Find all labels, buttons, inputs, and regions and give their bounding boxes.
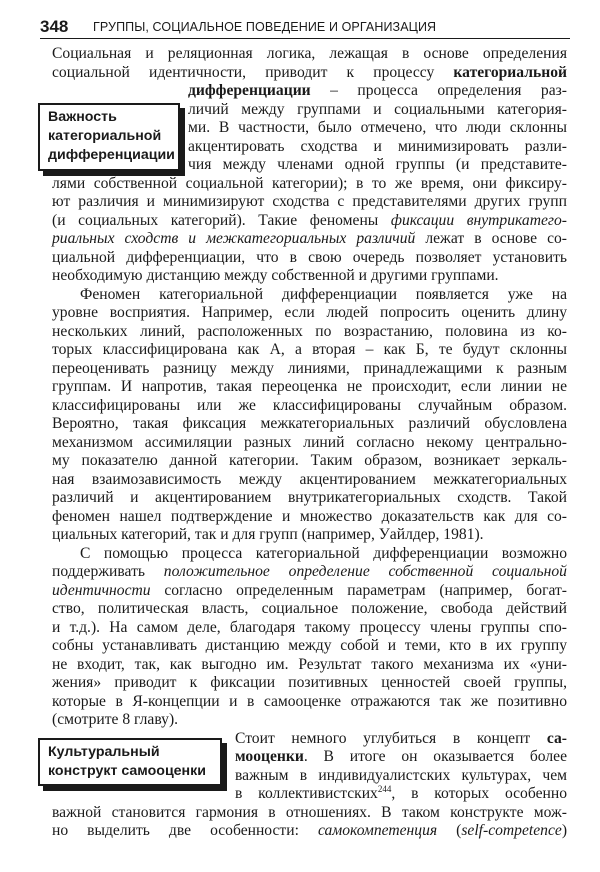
text-line: собны устанавливать дистанцию между собой и теми, кто в их группу — [52, 637, 567, 654]
text-line: необходимую дистанцию между собственной и другими группами. — [52, 267, 499, 284]
text-line: поддерживать положительное определение собственной социальной — [52, 563, 567, 580]
text-line: классифицированы или же классифицированы случайным образом. — [52, 397, 567, 414]
text-line: му показателю данной категории. Таким образом, возникает зеркаль- — [52, 452, 567, 469]
text-line: дифференциации – процесса определения раз- — [188, 82, 567, 99]
text-line: чия между членами одной группы (и представите- — [188, 156, 567, 173]
text-line: которые в Я-концепции и в самооценке отражаются так же позитивно — [52, 693, 567, 710]
text-line: группам. И напротив, такая переоценка не происходит, если линии не — [52, 378, 567, 395]
text-line: социальной идентичности, приводит к процессу категориальной — [52, 64, 567, 81]
running-title: ГРУППЫ, СОЦИАЛЬНОЕ ПОВЕДЕНИЕ И ОРГАНИЗАЦИЯ — [93, 20, 437, 34]
text-line: важной становится гармония в отношениях. В таком конструкте мож- — [52, 804, 567, 821]
text-line: циальной дифференциации, что в свою очередь позволяет установить — [52, 249, 567, 266]
text-line: нескольких линий, расположенных по возрастанию, половина из ко- — [52, 323, 567, 340]
sidebar-box-line: дифференциации — [48, 147, 175, 163]
sidebar-box-line: категориальной — [48, 128, 162, 144]
text-line: переоценивать разницу между линиями, принадлежащими к разным — [52, 360, 567, 377]
sidebar-box-line: конструкт самооценки — [48, 763, 206, 779]
text-line: лями собственной социальной категории); в то же время, они фиксиру- — [52, 175, 567, 192]
text-line: и т.д.). На самом деле, благодаря такому процессу члены группы спо- — [52, 619, 567, 636]
text-line: Феномен категориальной дифференциации появляется уже на — [80, 286, 567, 303]
text-line: различий и акцентированием внутрикатегориальных сходств. Такой — [52, 489, 567, 506]
text-line: акцентировать сходства и минимизировать разли- — [188, 138, 567, 155]
text-line: ют различия и минимизируют сходства с представителями других групп — [52, 193, 567, 210]
text-line: Вероятно, такая фиксация межкатегориальных различий обусловлена — [52, 415, 567, 432]
page-number: 348 — [40, 17, 69, 36]
text-line: (смотрите 8 главу). — [52, 711, 179, 728]
sidebar-box-line: Культуральный — [48, 744, 160, 760]
text-line: жения» приводит к фиксации позитивных ценностей своей группы, — [52, 674, 567, 691]
page-header — [40, 14, 570, 40]
sidebar-box-self-esteem — [38, 738, 222, 786]
text-line: ми. В частности, было отмечено, что люди склонны — [188, 119, 567, 136]
text-line: риальных сходств и межкатегориальных различий лежат в основе со- — [52, 230, 567, 247]
text-line: (и социальных категорий). Такие феномены фиксации внутрикатего- — [52, 212, 567, 229]
text-line: феномен нашел подтверждение и множество доказательств как для со- — [52, 508, 567, 525]
text-line: С помощью процесса категориальной дифференциации возможно — [80, 545, 567, 562]
text-line: ство, политическая власть, социальное положение, свобода действий — [52, 600, 567, 617]
sidebar-box-line: Важность — [48, 109, 117, 125]
text-line: важным в индивидуалистских культурах, чем — [235, 767, 567, 784]
text-line: Социальная и реляционная логика, лежащая в основе определения — [52, 45, 567, 62]
text-line: уровне восприятия. Например, если людей попросить оценить длину — [52, 304, 567, 321]
text-line: торых классифицирована как А, а вторая – как Б, те будут склонны — [52, 341, 567, 358]
text-line: Стоит немного углубиться в концепт са- — [235, 730, 567, 747]
header-rule — [40, 38, 570, 39]
text-line: мооценки. В итоге он оказывается более — [235, 748, 567, 765]
text-line: в коллективистских$^{244}$, в которых особенно — [235, 783, 567, 802]
text-line: циальных категорий, так и для групп (например, Уайлдер, 1981). — [52, 526, 484, 543]
sidebar-box-categorical-differentiation — [38, 103, 180, 171]
text-line: ная взаимозависимость между акцентированием межкатегориальных — [52, 471, 567, 488]
text-line: но выделить две особенности: самокомпетенция (self-competence) — [52, 822, 568, 839]
text-line: идентичности согласно определенным параметрам (например, богат- — [52, 582, 567, 599]
text-line: механизмом ассимиляции разных линий согласно некому центрально- — [52, 434, 567, 451]
text-line: не входит, так, как выгодно им. Результат такого механизма их «уни- — [52, 656, 567, 673]
text-line: личий между группами и социальными категория- — [188, 101, 567, 118]
